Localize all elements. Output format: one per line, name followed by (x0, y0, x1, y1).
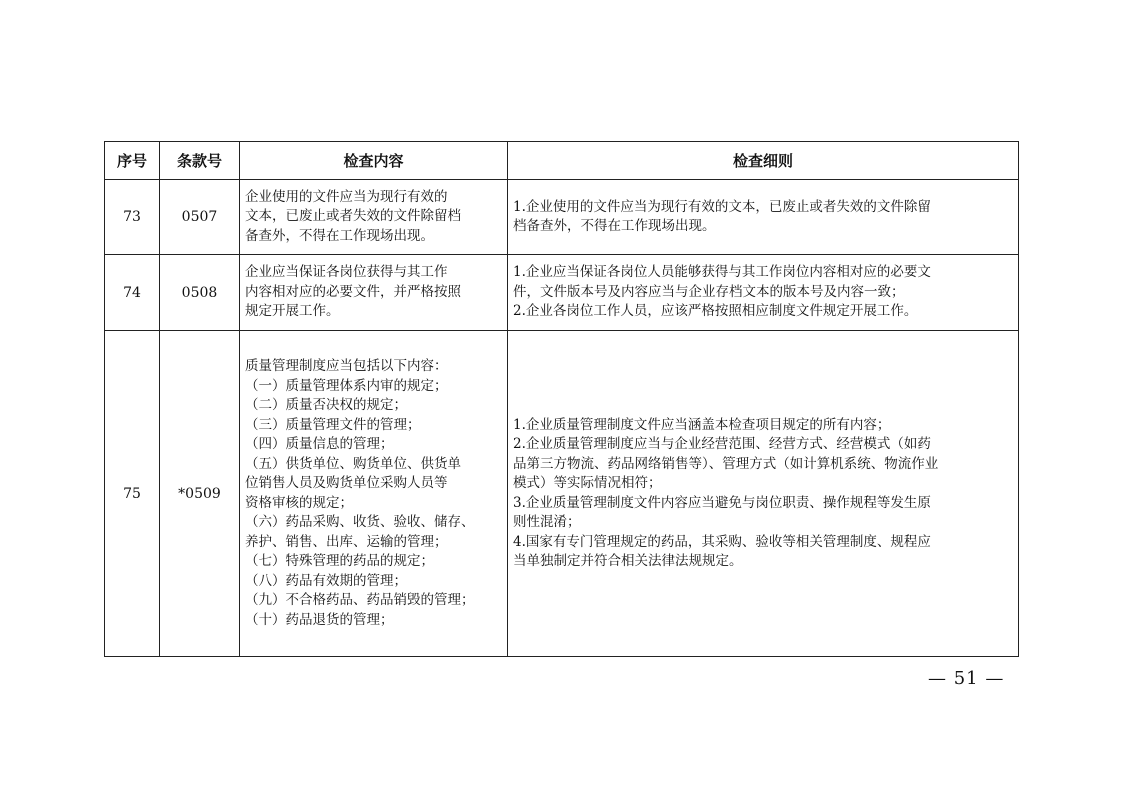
detail-line: 档备查外，不得在工作现场出现。 (513, 218, 716, 234)
row-detail (508, 255, 1019, 331)
row-content (240, 255, 508, 331)
row-content (240, 331, 508, 657)
detail-line: 4.国家有专门管理规定的药品，其采购、验收等相关管理制度、规程应 (513, 533, 931, 550)
content-line: （九）不合格药品、药品销毁的管理； (245, 592, 475, 608)
content-line: （三）质量管理文件的管理； (245, 416, 421, 433)
detail-line: 则性混淆； (513, 514, 581, 530)
detail-line: 1.企业质量管理制度文件应当涵盖本检查项目规定的所有内容； (513, 416, 891, 433)
content-line: （五）供货单位、购货单位、供货单 (245, 455, 461, 472)
row-seq: 73 (105, 180, 160, 255)
detail-line: 3.企业质量管理制度文件内容应当避免与岗位职责、操作规程等发生原 (513, 494, 931, 511)
content-line: 内容相对应的必要文件，并严格按照 (245, 283, 461, 300)
row-clause: *0509 (160, 331, 240, 657)
detail-line: 1.企业使用的文件应当为现行有效的文本，已废止或者失效的文件除留 (513, 198, 931, 215)
table-row (105, 255, 1019, 331)
content-line: （一）质量管理体系内审的规定； (245, 377, 448, 394)
table-row (105, 331, 1019, 657)
header-seq: 序号 (105, 142, 160, 180)
detail-line: 件，文件版本号及内容应当与企业存档文本的版本号及内容一致； (513, 283, 905, 300)
row-clause: 0507 (160, 180, 240, 255)
inspection-table (104, 141, 1019, 657)
content-line: 养护、销售、出库、运输的管理； (245, 533, 448, 550)
content-line: 位销售人员及购货单位采购人员等 (245, 475, 448, 491)
row-seq: 75 (105, 331, 160, 657)
row-detail (508, 331, 1019, 657)
content-line: 质量管理制度应当包括以下内容： (245, 358, 448, 374)
header-detail: 检查细则 (508, 142, 1019, 180)
header-content: 检查内容 (240, 142, 508, 180)
content-line: （六）药品采购、收货、验收、储存、 (245, 514, 475, 530)
row-clause: 0508 (160, 255, 240, 331)
content-line: 企业使用的文件应当为现行有效的 (245, 188, 448, 205)
content-line: （七）特殊管理的药品的规定； (245, 553, 434, 569)
content-line: （二）质量否决权的规定； (245, 397, 407, 413)
row-content (240, 180, 508, 255)
content-line: （四）质量信息的管理； (245, 436, 394, 452)
row-seq: 74 (105, 255, 160, 331)
page-number: — 51 — (928, 668, 1005, 689)
row-detail (508, 180, 1019, 255)
content-line: （十）药品退货的管理； (245, 611, 394, 628)
content-line: 资格审核的规定； (245, 494, 353, 511)
detail-line: 2.企业各岗位工作人员，应该严格按照相应制度文件规定开展工作。 (513, 303, 918, 320)
content-line: 文本，已废止或者失效的文件除留档 (245, 208, 461, 225)
content-line: 企业应当保证各岗位获得与其工作 (245, 264, 448, 281)
header-clause: 条款号 (160, 142, 240, 180)
table-row (105, 180, 1019, 255)
content-line: （八）药品有效期的管理； (245, 572, 407, 589)
content-line: 规定开展工作。 (245, 303, 340, 320)
content-line: 备查外，不得在工作现场出现。 (245, 227, 434, 244)
detail-line: 品第三方物流、药品网络销售等）、管理方式（如计算机系统、物流作业 (513, 455, 939, 472)
detail-line: 2.企业质量管理制度应当与企业经营范围、经营方式、经营模式（如药 (513, 436, 931, 452)
detail-line: 当单独制定并符合相关法律法规规定。 (513, 553, 743, 569)
detail-line: 1.企业应当保证各岗位人员能够获得与其工作岗位内容相对应的必要文 (513, 264, 931, 281)
table-header-row (105, 142, 1019, 180)
detail-line: 模式）等实际情况相符； (513, 475, 662, 491)
